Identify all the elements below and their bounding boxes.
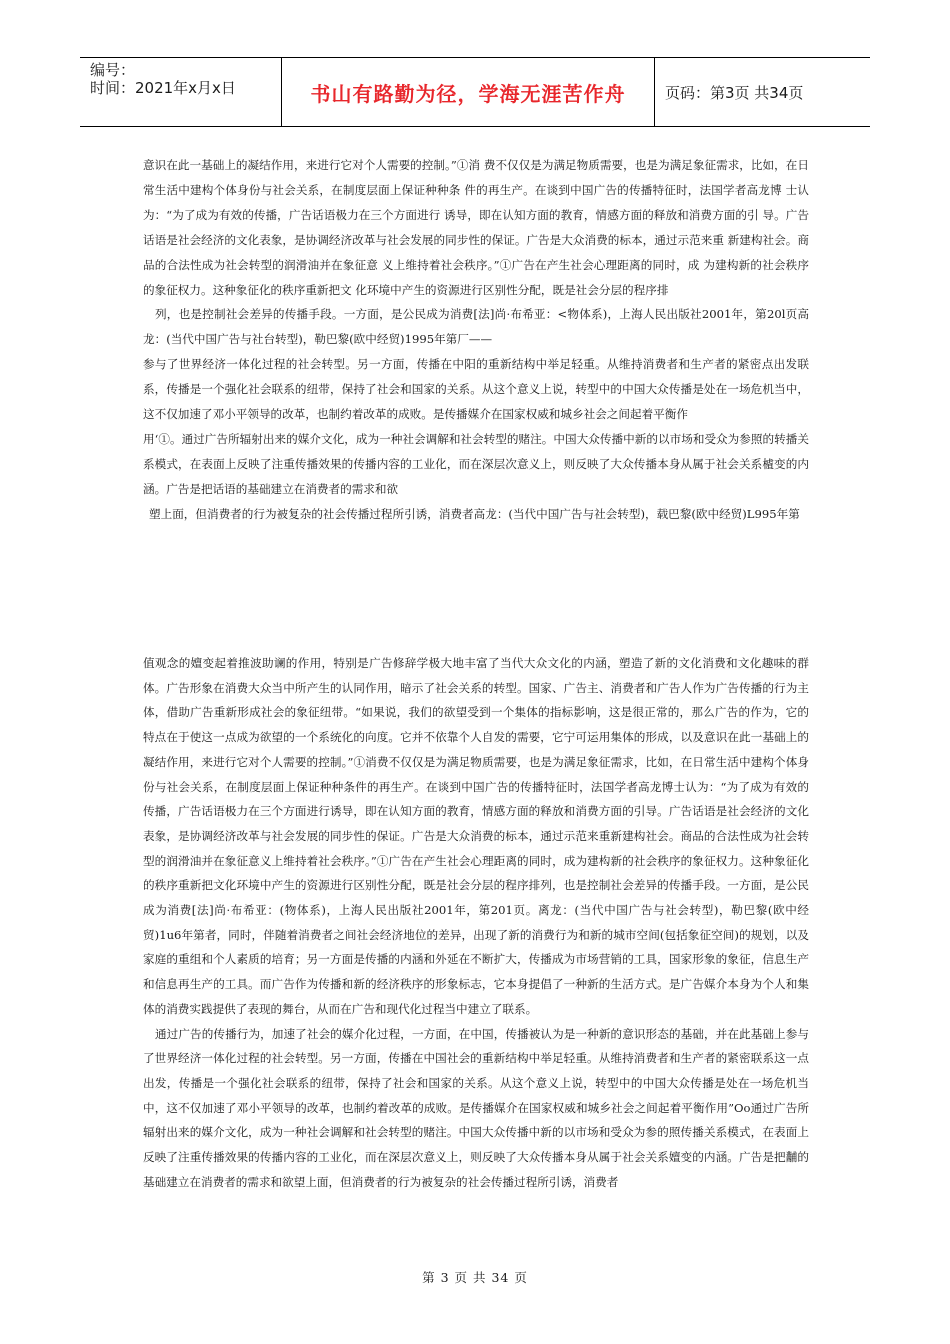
footnote-paragraph: 塑上面，但消费者的行为被复杂的社会传播过程所引诱，消费者高龙：(当代中国广告与社会转型)，载巴黎(欧中经贸)L995年第	[149, 506, 800, 521]
document-time-label: 时间：2021年x月x日	[90, 79, 236, 97]
paragraph: 参与了世界经济一体化过程的社会转型。另一方面，传播在中阳的重新结构中举足轻重。从维持消费者和生产者的紧密点出发联系，传播是一个强化社会联系的纽带，保持了社会和国家的关系。从这个意义上说，转型中的中国大众传播是处在一场危机当中，这不仅加速了邓小平领导的改革，也制约着改革的成败。是传播媒介在国家权威和城乡社会之间起着平衡作	[143, 357, 809, 422]
document-number-label: 编号：	[90, 61, 136, 79]
page-footer: 第 3 页 共 34 页	[422, 1270, 528, 1285]
text-block-lower	[143, 651, 809, 1194]
paragraph: 通过广告的传播行为，加速了社会的媒介化过程，一方面，在中国，传播被认为是一种新的意识形态的基础，并在此基础上参与了世界经济一体化过程的社会转型。另一方面，传播在中国社会的重新结构中举足轻重。从维持消费者和生产者的紧密联系这一点出发，传播是一个强化社会联系的纽带，保持了社会和国家的关系。从这个意义上说，转型中的中国大众传播是处在一场危机当中，这不仅加速了邓小平领导的改革，也制约着改革的成败。是传播媒介在国家权威和城乡社会之间起着平衡作用”Oo通过广告所辐射出来的媒介文化，成为一种社会调解和社会转型的赌注。中国大众传播中新的以市场和受众为参的照传播关系模式，在表面上反映了注重传播效果的传播内容的工业化，而在深层次意义上，则反映了大众传播本身从属于社会关系嬗变的内涵。广告是把黼的基础建立在消费者的需求和欲望上面，但消费者的行为被复杂的社会传播过程所引诱，消费者	[143, 1026, 809, 1189]
text-block-upper	[143, 153, 809, 527]
paragraph: 值观念的嬗变起着推波助谰的作用，特别是广告修辞学极大地丰富了当代大众文化的内涵，塑造了新的文化消费和文化趣味的群体。广告形象在消费大众当中所产生的认同作用，暗示了社会关系的转型。国家、广告主、消费者和广告人作为广告传播的行为主体，借助广告重新形成社会的象征纽带。“如果说，我们的欲望受到一个集体的指标影响，这是很正常的，那么广告的作为，它的特点在于使这一点成为欲望的一个系统化的向度。它并不依靠个人自发的需要，它宁可运用集体的形成，以及意识在此一基础上的凝结作用，来进行它对个人需要的控制。”①消费不仅仅是为满足物质需要，也是为满足象征需求，比如，在日常生活中建构个体身份与社会关系，在制度层面上保证种种条件的再生产。在谈到中国广告的传播特征时，法国学者高龙博士认为：“为了成为有效的传播，广告话语极力在三个方面进行诱导，即在认知方面的教育，情感方面的释放和消费方面的引导。广告话语是社会经济的文化表象，是协调经济改革与社会发展的同步性的保证。广告是大众消费的标本，通过示范来重新建构社会。商品的合法性成为社会转型的润滑油并在象征意义上维持着社会秩序。”①广告在产生社会心理距离的同时，成为建构新的社会秩序的象征权力。这种象征化的秩序重新把文化环境中产生的资源进行区别性分配，既是社会分层的程序排列，也是控制社会差异的传播手段。一方面，是公民成为消费[法]尚·布希亚：(物体系)，上海人民出版社2001年，第201页。离龙：(当代中国广告与社会转型)，勒巴黎(欧中经贸)1u6年第者，同时，伴随着消费者之间社会经济地位的差异，出现了新的消费行为和新的城市空间(包括象征空间)的规划，以及家庭的重组和个人素质的培育；另一方面是传播的内涵和外延在不断扩大，传播成为市场营销的工具，国家形象的象征，信息生产和信息再生产的工具。而广告作为传播和新的经济秩序的形象标志，它本身提倡了一种新的生活方式。是广告媒介本身为个人和集体的消费实践提供了表现的舞台，从而在广告和现代化过程当中建立了联系。	[143, 656, 809, 1016]
header-meta	[80, 58, 282, 126]
footnote-paragraph: 列，也是控制社会差异的传播手段。一方面，是公民成为消费[法]尚·布希亚：<物体系)，上海人民出版社2001年，第20l页高龙：(当代中国广告与社台转型)，勒巴黎(欧中经贸)1995年第厂——	[143, 307, 809, 347]
paragraph: 意识在此一基础上的凝结作用，来进行它对个人需要的控制。”①消 费不仅仅是为满足物质需要，也是为满足象征需求，比如，在日 常生活中建构个体身份与社会关系，在制度层面上保证种种条 件的再生产。在谈到中国广告的传播特征时，法国学者高龙博 士认为：“为了成为有效的传播，广告话语极力在三个方面进行 诱导，即在认知方面的教育，情感方面的释放和消费方面的引 导。广告话语是社会经济的文化表象，是协调经济改革与社会发展的同步性的保证。广告是大众消费的标本，通过示范来重 新建构社会。商品的合法性成为社会转型的润滑油并在象征意 义上维持着社会秩序。”①广告在产生社会心理距离的同时，成 为建构新的社会秩序的象征权力。这种象征化的秩序重新把文 化环境中产生的资源进行区别性分配，既是社会分层的程序排	[143, 158, 809, 297]
header-page-indicator: 页码：第3页 共34页	[665, 83, 804, 102]
paragraph: 用‘①。通过广告所辐射出来的媒介文化，成为一种社会调解和社会转型的赌注。中国大众传播中新的以市场和受众为参照的转播关系模式，在表面上反映了注重传播效果的传播内容的工业化，而在深层次意义上，则反映了大众传播本身从属于社会关系樝变的内涵。广告是把话语的基础建立在消费者的需求和欲	[143, 431, 809, 496]
header-motto: 书山有路勤为径，学海无涯苦作舟	[282, 58, 655, 126]
page-header	[80, 57, 870, 127]
